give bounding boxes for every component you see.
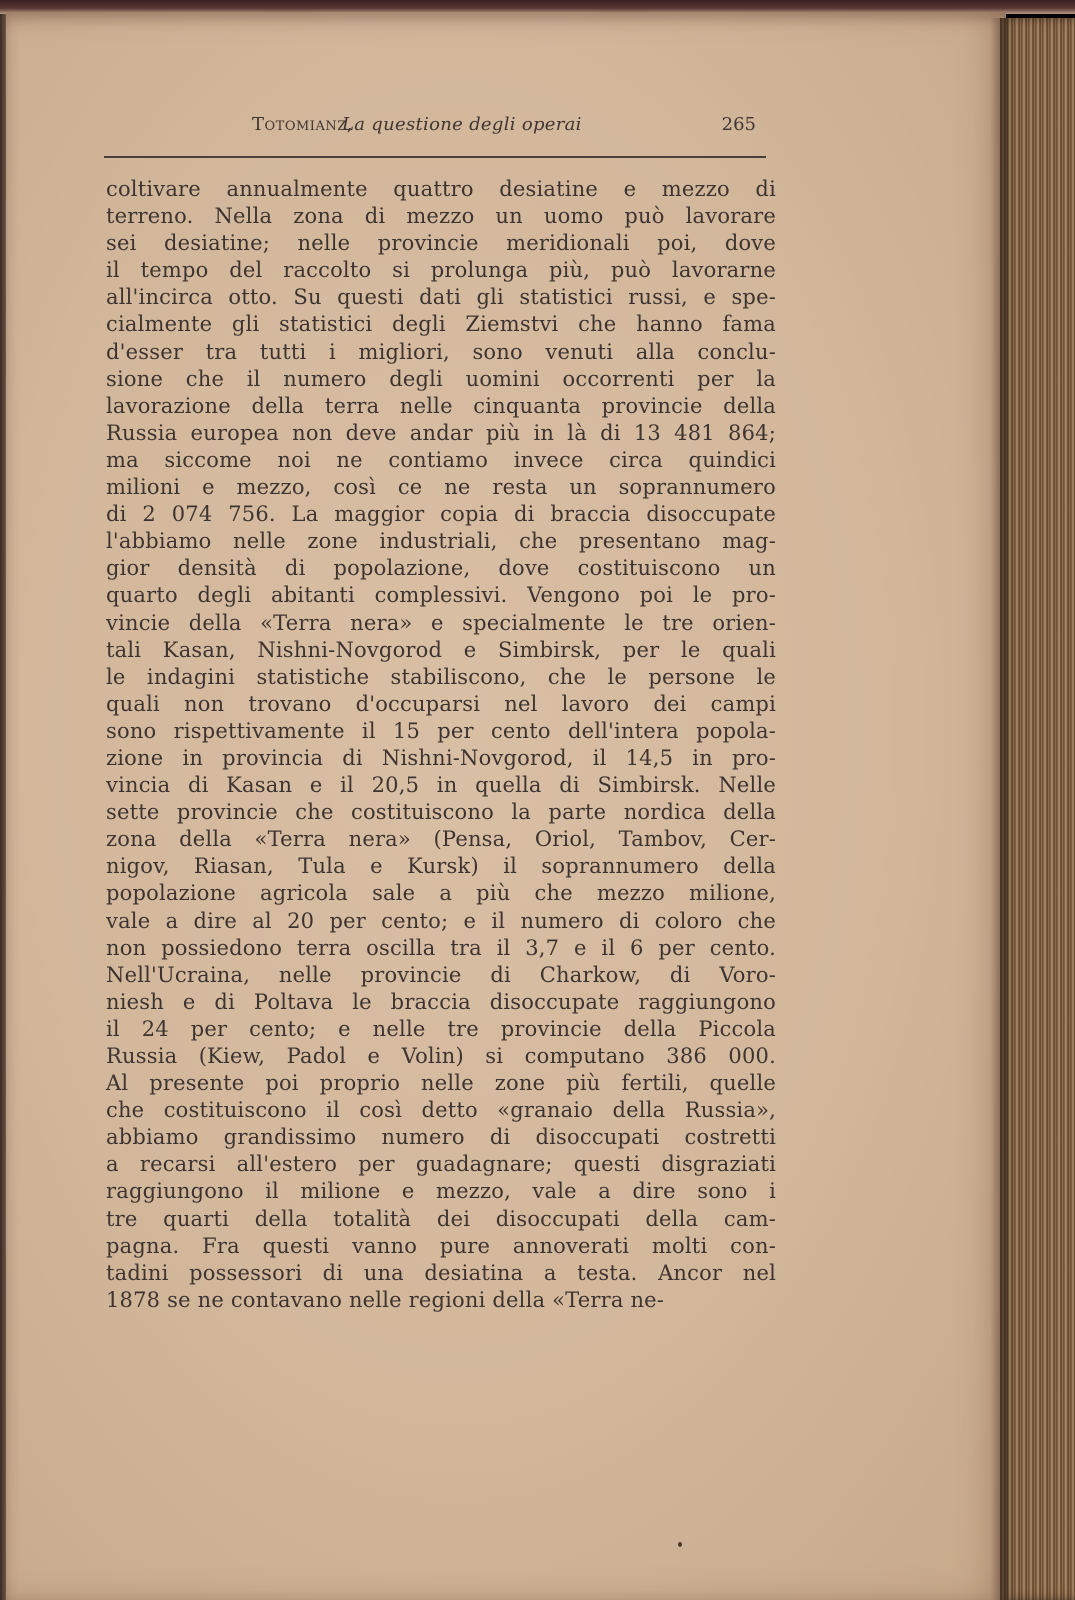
text-line: zione in provincia di Nishni-Novgorod, il 14,5 in pro- [106,745,776,770]
running-head [104,114,764,144]
text-line: all'incirca otto. Su questi dati gli statistici russi, e spe- [106,285,776,310]
text-line: Al presente poi proprio nelle zone più fertili, quelle [106,1071,776,1096]
text-line: a recarsi all'estero per guadagnare; questi disgraziati [106,1152,776,1177]
running-head-author: Totomianz, [252,114,353,135]
text-line: niesh e di Poltava le braccia disoccupate raggiungono [106,989,776,1014]
text-line: le indagini statistiche stabiliscono, che le persone le [106,664,776,689]
text-line: coltivare annualmente quattro desiatine e mezzo di [106,177,776,201]
text-line: raggiungono il milione e mezzo, vale a dire sono i [106,1179,776,1204]
text-line: zona della «Terra nera» (Pensa, Oriol, Tambov, Cer- [106,827,776,852]
text-line: Nell'Ucraina, nelle provincie di Charkow, di Voro- [106,962,776,987]
text-line: quarto degli abitanti complessivi. Vengono poi le pro- [106,583,776,608]
gutter-shadow [990,18,1008,1600]
text-line: il tempo del raccolto si prolunga più, può lavorarne [106,258,776,283]
text-line: tadini possessori di una desiatina a testa. Ancor nel [106,1260,776,1285]
text-line: 1878 se ne contavano nelle regioni della «Terra ne- [106,1287,665,1312]
text-line: che costituiscono il così detto «granaio della Russia», [106,1098,776,1123]
text-line: abbiamo grandissimo numero di disoccupati costretti [106,1125,776,1150]
text-line: terreno. Nella zona di mezzo un uomo può lavorare [106,204,776,229]
text-line: non possiedono terra oscilla tra il 3,7 e il 6 per cento. [106,935,776,960]
ink-speck [678,1542,682,1547]
text-line: cialmente gli statistici degli Ziemstvi che hanno fama [106,312,776,337]
text-line: sono rispettivamente il 15 per cento dell'intera popola- [106,718,776,743]
running-head-title: La questione degli operai [342,114,582,135]
text-line: vincie della «Terra nera» e specialmente le tre orien- [106,610,776,635]
text-line: gior densità di popolazione, dove costituiscono un [106,556,776,581]
text-line: ma siccome noi ne contiamo invece circa quindici [106,447,776,472]
text-line: quali non trovano d'occuparsi nel lavoro dei campi [106,691,776,716]
body-text [106,176,776,1314]
text-line: il 24 per cento; e nelle tre provincie della Piccola [106,1016,776,1041]
text-line: vincia di Kasan e il 20,5 in quella di Simbirsk. Nelle [106,773,776,798]
header-rule [104,156,766,158]
text-line: milioni e mezzo, così ce ne resta un soprannumero [106,475,776,500]
text-line: Russia europea non deve andar più in là di 13 481 864; [106,420,776,445]
text-line: d'esser tra tutti i migliori, sono venuti alla conclu- [106,339,776,364]
page-edges [1000,18,1075,1600]
text-line: nigov, Riasan, Tula e Kursk) il soprannumero della [106,854,776,879]
text-line: sione che il numero degli uomini occorrenti per la [106,366,776,391]
text-line: sette provincie che costituiscono la parte nordica della [106,800,776,825]
text-line: tre quarti della totalità dei disoccupati della cam- [106,1206,776,1231]
text-line: l'abbiamo nelle zone industriali, che presentano mag- [106,529,776,554]
text-line: pagna. Fra questi vanno pure annoverati molti con- [106,1233,776,1258]
text-line: di 2 074 756. La maggior copia di braccia disoccupate [106,502,776,527]
text-line: vale a dire al 20 per cento; e il numero di coloro che [106,908,776,933]
text-line: lavorazione della terra nelle cinquanta provincie della [106,393,776,418]
text-line: popolazione agricola sale a più che mezzo milione, [106,881,776,906]
page-number: 265 [721,114,756,135]
text-line: sei desiatine; nelle provincie meridionali poi, dove [106,231,776,256]
text-line: tali Kasan, Nishni-Novgorod e Simbirsk, per le quali [106,637,776,662]
text-line: Russia (Kiew, Padol e Volin) si computano 386 000. [106,1044,776,1068]
